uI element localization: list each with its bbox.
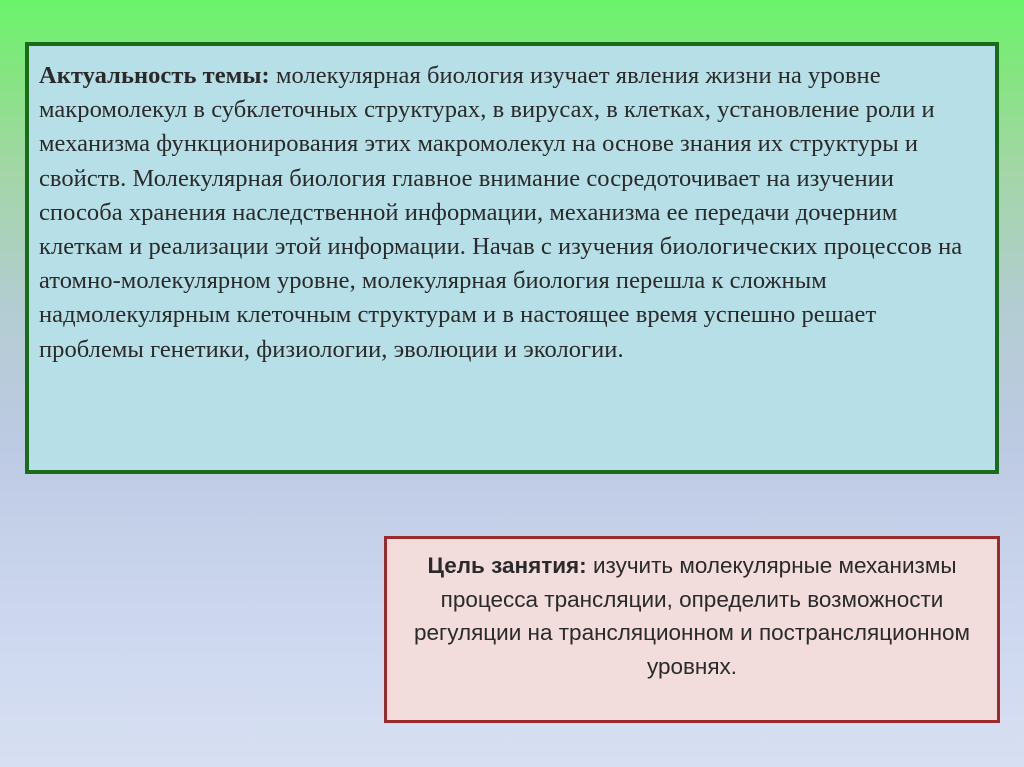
relevance-body: молекулярная биология изучает явления жизни на уровне макромолекул в субклеточных структурах, в вирусах, в клетках, установление роли и механизма функционирования этих макромолекул на основе знания их структуры и свойств. Молекулярная биология главное внимание сосредоточивает на изучении способа хранения наследственной информации, механизма ее передачи дочерним клеткам и реализации этой информации. Начав с изучения биологических процессов на атомно-молекулярном уровне, молекулярная биология перешла к сложным надмолекулярным клеточным структурам и в настоящее время успешно решает проблемы генетики, физиологии, эволюции и экологии. (39, 62, 963, 363)
relevance-paragraph (39, 59, 983, 367)
goal-paragraph (403, 549, 981, 683)
goal-text-box[interactable] (384, 536, 1000, 723)
relevance-heading: Актуальность темы: (39, 62, 270, 89)
goal-body: изучить молекулярные механизмы процесса трансляции, определить возможности регуляции на трансляционном и пострансляционном уровнях. (413, 553, 971, 679)
relevance-text-box[interactable] (25, 42, 999, 474)
goal-heading: Цель занятия: (427, 553, 587, 578)
